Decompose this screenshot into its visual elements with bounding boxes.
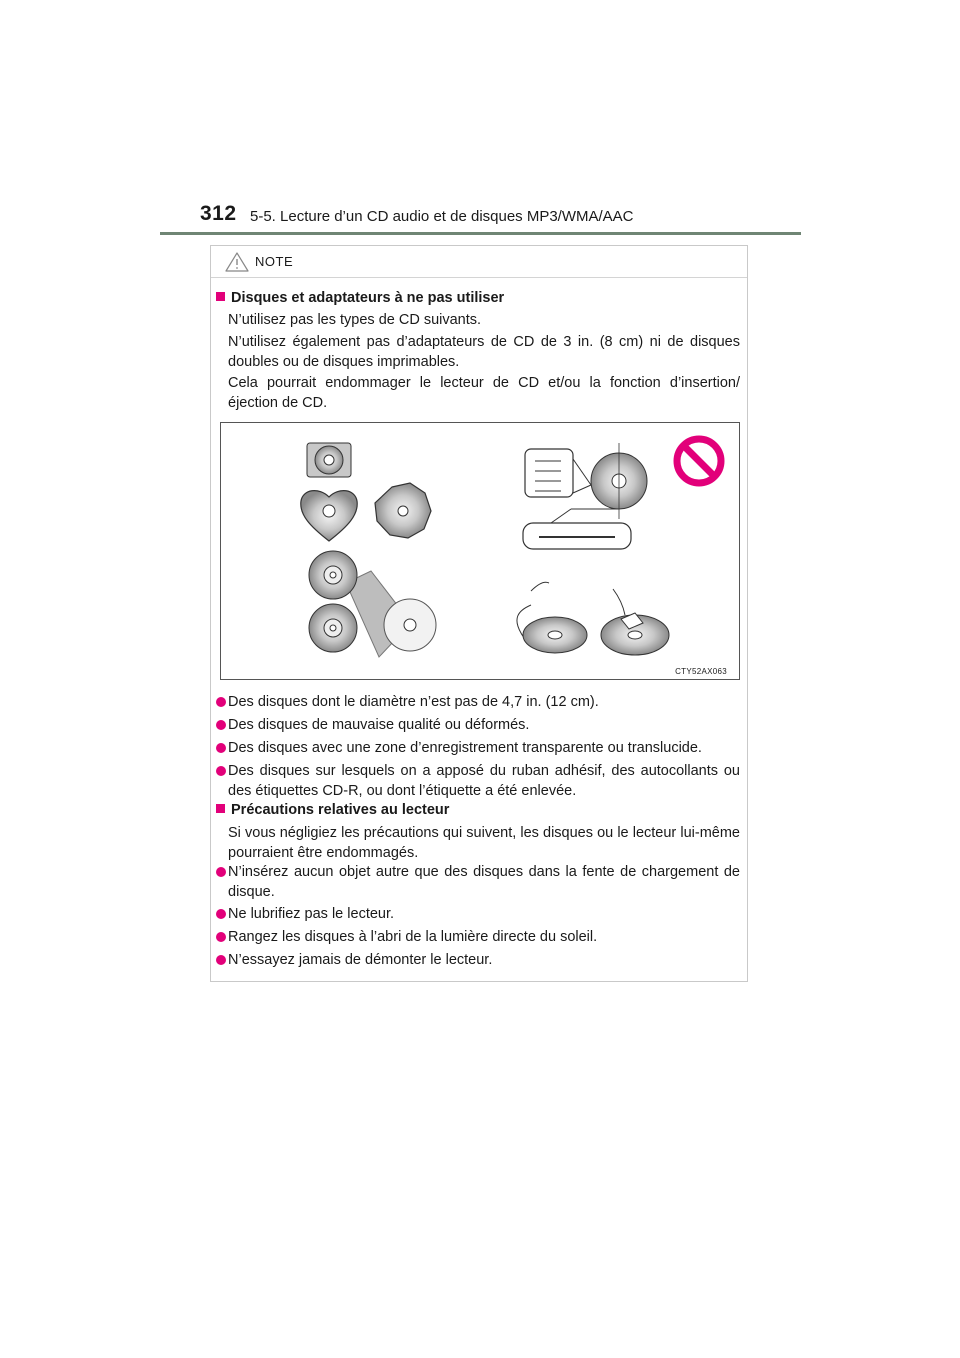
list-item: Ne lubrifiez pas le lecteur.: [213, 904, 740, 924]
bullet-dot-icon: [216, 697, 226, 707]
bullet-dot-icon: [216, 909, 226, 919]
list-item: N’essayez jamais de démonter le lecteur.: [213, 950, 740, 970]
deformed-disc-icon: [517, 582, 587, 653]
section-heading-precautions: Précautions relatives au lecteur: [216, 802, 449, 818]
bullet-dot-icon: [216, 932, 226, 942]
list-item: Rangez les disques à l’abri de la lumière directe du soleil.: [213, 927, 740, 947]
square-bullet-icon: [216, 804, 225, 813]
note-header: [211, 246, 747, 278]
list-item: Des disques sur lesquels on a apposé du ruban adhésif, des autocollants ou des étiquettes CD-R, ou dont l’étiquette a été enlevée.: [213, 761, 740, 801]
page-header: [200, 200, 800, 234]
disc-slot-icon: [523, 443, 647, 549]
warning-triangle-icon: [225, 252, 249, 277]
paragraph: N’utilisez pas les types de CD suivants.: [228, 312, 482, 328]
square-bullet-icon: [216, 292, 225, 301]
paragraph: Cela pourrait endommager le lecteur de CD et/ou la fonction d’insertion/ éjection de CD.: [228, 375, 740, 411]
list-item: Des disques avec une zone d’enregistrement transparente ou translucide.: [213, 738, 740, 758]
note-label: NOTE: [255, 254, 294, 269]
cd-illustration: [220, 422, 740, 680]
list-item: N’insérez aucun objet autre que des disques dans la fente de chargement de disque.: [213, 862, 740, 902]
list-item: Des disques dont le diamètre n’est pas de 4,7 in. (12 cm).: [213, 692, 740, 712]
bullet-dot-icon: [216, 743, 226, 753]
octagon-disc-icon: [375, 483, 431, 538]
page-number: 312: [200, 202, 237, 225]
bullet-dot-icon: [216, 955, 226, 965]
square-disc-icon: [307, 443, 351, 477]
figure-code: CTY52AX063: [675, 667, 727, 676]
section-heading-discs: Disques et adaptateurs à ne pas utiliser: [216, 290, 504, 306]
section-title: 5-5. Lecture d’un CD audio et de disques MP3/WMA/AAC: [250, 208, 634, 225]
bullet-dot-icon: [216, 720, 226, 730]
prohibition-icon: [677, 439, 721, 483]
heart-disc-icon: [301, 491, 357, 541]
paragraph: N’utilisez également pas d’adaptateurs de CD de 3 in. (8 cm) ni de disques doubles ou de disques imprimables.: [228, 334, 740, 370]
adapter-disc-icon: [309, 551, 436, 657]
header-rule: [160, 232, 801, 235]
labeled-disc-icon: [601, 589, 669, 655]
paragraph: Si vous négligiez les précautions qui suivent, les disques ou le lecteur lui-même pourraient être endommagés.: [228, 825, 740, 861]
list-item: Des disques de mauvaise qualité ou déformés.: [213, 715, 740, 735]
bullet-dot-icon: [216, 867, 226, 877]
note-box: [210, 245, 748, 982]
bullet-dot-icon: [216, 766, 226, 776]
